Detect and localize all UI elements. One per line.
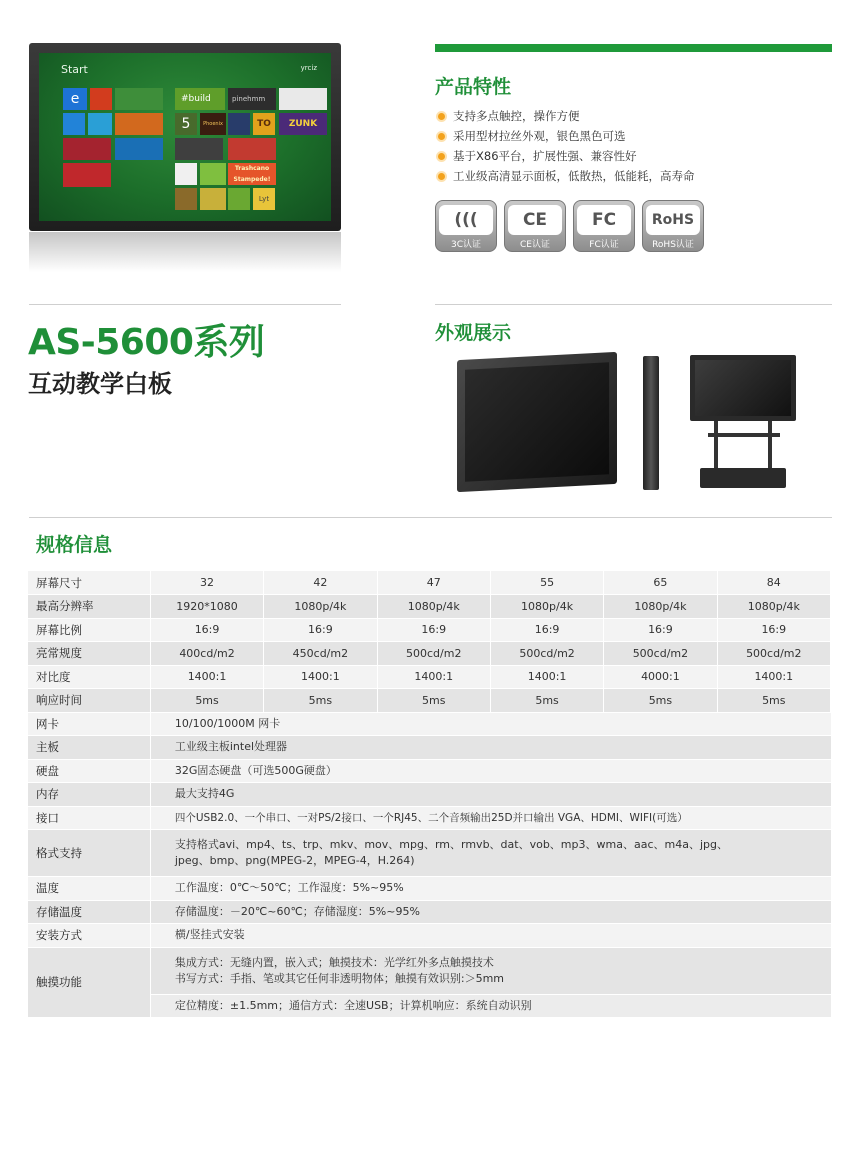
tile-game-d bbox=[228, 188, 250, 210]
stand-pole bbox=[768, 421, 772, 473]
table-row bbox=[28, 689, 831, 713]
cell: 500cd/m2 bbox=[717, 642, 830, 666]
bullet-icon bbox=[436, 171, 447, 182]
feature-text: 支持多点触控，操作方便 bbox=[453, 109, 580, 123]
table-row bbox=[28, 900, 831, 924]
cell: 1080p/4k bbox=[377, 595, 490, 619]
row-label: 亮常规度 bbox=[28, 642, 150, 666]
cert-rohs-badge bbox=[642, 200, 704, 252]
stand-shelf bbox=[708, 433, 780, 437]
row-label: 屏幕尺寸 bbox=[28, 571, 150, 595]
cell: 400cd/m2 bbox=[150, 642, 263, 666]
cell: 工业级主板intel处理器 bbox=[150, 736, 830, 760]
cell-line: jpeg、bmp、png(MPEG-2，MPEG-4，H.264) bbox=[174, 854, 415, 867]
cell: 16:9 bbox=[377, 618, 490, 642]
cell: 最大支持4G bbox=[150, 783, 830, 807]
product-front-image bbox=[457, 352, 617, 492]
cell: 16:9 bbox=[490, 618, 603, 642]
cell: 1080p/4k bbox=[264, 595, 377, 619]
row-label: 屏幕比例 bbox=[28, 618, 150, 642]
bullet-icon bbox=[436, 151, 447, 162]
divider bbox=[435, 304, 832, 305]
cell-line: 支持格式avi、mp4、ts、trp、mkv、mov、mpg、rm、rmvb、dat、vob、mp3、wma、aac、m4a、jpg、 bbox=[174, 838, 728, 851]
certification-badges bbox=[435, 200, 704, 252]
table-row bbox=[28, 924, 831, 948]
tile-stampede: Trashcano Stampede! bbox=[228, 163, 276, 185]
row-label: 硬盘 bbox=[28, 759, 150, 783]
tile-blue bbox=[63, 113, 85, 135]
cert-ce-badge bbox=[504, 200, 566, 252]
row-label: 主板 bbox=[28, 736, 150, 760]
feature-item bbox=[436, 106, 695, 126]
cell-line: 书写方式：手指、笔或其它任何非透明物体；触摸有效识别:＞5mm bbox=[174, 971, 505, 985]
divider bbox=[29, 304, 341, 305]
hero-monitor-image bbox=[29, 43, 341, 231]
cell: 1080p/4k bbox=[717, 595, 830, 619]
cell: 1080p/4k bbox=[490, 595, 603, 619]
table-row bbox=[28, 642, 831, 666]
cell: 16:9 bbox=[604, 618, 717, 642]
appearance-title: 外观展示 bbox=[435, 322, 512, 344]
user-label: yrciz bbox=[300, 64, 317, 72]
cert-rohs-icon: RoHS bbox=[646, 205, 700, 235]
stand-pole bbox=[714, 421, 718, 473]
cell: 5ms bbox=[377, 689, 490, 713]
feature-item bbox=[436, 126, 695, 146]
row-label: 响应时间 bbox=[28, 689, 150, 713]
tile-car bbox=[175, 138, 223, 160]
row-label: 最高分辨率 bbox=[28, 595, 150, 619]
cert-3c-icon: ((( bbox=[439, 205, 493, 235]
tile-web bbox=[115, 138, 163, 160]
monitor-screen bbox=[39, 53, 331, 221]
cell: 16:9 bbox=[264, 618, 377, 642]
product-name: 互动教学白板 bbox=[28, 370, 172, 398]
cell: 47 bbox=[377, 571, 490, 595]
cell: 5ms bbox=[717, 689, 830, 713]
monitor-reflection bbox=[29, 232, 341, 272]
divider bbox=[29, 517, 832, 518]
cell: 1080p/4k bbox=[604, 595, 717, 619]
product-model: AS-5600系列 bbox=[28, 322, 265, 363]
cell: 5ms bbox=[490, 689, 603, 713]
tile-pinehmm: pinehmm bbox=[228, 88, 276, 110]
row-label: 接口 bbox=[28, 806, 150, 830]
cell: 1400:1 bbox=[264, 665, 377, 689]
tile-lyt: Lyt bbox=[253, 188, 275, 210]
feature-text: 工业级高清显示面板，低散热，低能耗，高寿命 bbox=[453, 169, 695, 183]
row-label: 触摸功能 bbox=[28, 947, 150, 1018]
cell: 5ms bbox=[264, 689, 377, 713]
tile-music bbox=[63, 163, 111, 187]
feature-item bbox=[436, 166, 695, 186]
tile-build: #build bbox=[175, 88, 225, 110]
cert-caption: CE认证 bbox=[520, 240, 550, 250]
tile-maps bbox=[115, 88, 163, 110]
tile-red bbox=[228, 138, 276, 160]
accent-bar bbox=[435, 44, 832, 52]
row-label: 格式支持 bbox=[28, 830, 150, 877]
table-row bbox=[28, 665, 831, 689]
cell: 55 bbox=[490, 571, 603, 595]
cell: 450cd/m2 bbox=[264, 642, 377, 666]
tile-rss bbox=[115, 113, 163, 135]
cell: 定位精度：±1.5mm；通信方式：全速USB；计算机响应：系统自动识别 bbox=[150, 994, 830, 1018]
tile-mofeo bbox=[200, 163, 226, 185]
tile-office bbox=[90, 88, 112, 110]
tile-news bbox=[279, 88, 327, 110]
cell: 横/竖挂式安装 bbox=[150, 924, 830, 948]
cell: 四个USB2.0、一个串口、一对PS/2接口、一个RJ45、二个音频输出25D并口输出 VGA、HDMI、WIFI(可选） bbox=[150, 806, 830, 830]
table-row bbox=[28, 806, 831, 830]
cell: 10/100/1000M 网卡 bbox=[150, 712, 830, 736]
feature-text: 采用型材拉丝外观，银色黑色可选 bbox=[453, 129, 626, 143]
table-row bbox=[28, 712, 831, 736]
tile-game-a bbox=[228, 113, 250, 135]
table-row bbox=[28, 759, 831, 783]
cert-fc-icon: FC bbox=[577, 205, 631, 235]
cell: 1400:1 bbox=[150, 665, 263, 689]
tile-li bbox=[175, 163, 197, 185]
cell: 65 bbox=[604, 571, 717, 595]
tile-settings bbox=[88, 113, 112, 135]
table-row bbox=[28, 830, 831, 877]
tile-people bbox=[63, 138, 111, 160]
cell: 32G固态硬盘（可选500G硬盘） bbox=[150, 759, 830, 783]
cell: 16:9 bbox=[150, 618, 263, 642]
tile-five: 5 bbox=[175, 113, 197, 135]
tile-game-c bbox=[200, 188, 226, 210]
cert-caption: RoHS认证 bbox=[652, 240, 694, 250]
cell: 16:9 bbox=[717, 618, 830, 642]
spec-table bbox=[28, 571, 831, 1018]
cell: 1400:1 bbox=[490, 665, 603, 689]
product-side-image bbox=[643, 356, 659, 490]
table-row bbox=[28, 618, 831, 642]
row-label: 存储温度 bbox=[28, 900, 150, 924]
table-row bbox=[28, 783, 831, 807]
cell: 存储温度：－20℃~60℃；存储湿度：5%~95% bbox=[150, 900, 830, 924]
product-stand-image bbox=[690, 355, 796, 421]
feature-list bbox=[436, 106, 695, 186]
feature-text: 基于X86平台，扩展性强、兼容性好 bbox=[453, 149, 637, 163]
cell-line: 集成方式：无缝内置，嵌入式；触摸技术：光学红外多点触摸技术 bbox=[174, 955, 494, 969]
tile-ie: e bbox=[63, 88, 87, 110]
tile-game-b bbox=[175, 188, 197, 210]
cert-caption: FC认证 bbox=[589, 240, 619, 250]
tile-phoenix: Phoenix bbox=[200, 113, 226, 135]
cell: 1400:1 bbox=[717, 665, 830, 689]
cell: 工作温度：0℃～50℃；工作湿度：5%~95% bbox=[150, 877, 830, 901]
tile-to: TO bbox=[253, 113, 275, 135]
cell: 5ms bbox=[150, 689, 263, 713]
bullet-icon bbox=[436, 111, 447, 122]
start-label: Start bbox=[61, 63, 88, 76]
table-row bbox=[28, 736, 831, 760]
row-label: 温度 bbox=[28, 877, 150, 901]
cert-caption: 3C认证 bbox=[450, 240, 481, 250]
table-row bbox=[28, 595, 831, 619]
cert-fc-badge bbox=[573, 200, 635, 252]
cell: 1920*1080 bbox=[150, 595, 263, 619]
cell: 500cd/m2 bbox=[377, 642, 490, 666]
tile-zunk: ZUNK bbox=[279, 113, 327, 135]
table-row bbox=[28, 947, 831, 994]
feature-item bbox=[436, 146, 695, 166]
table-row bbox=[28, 571, 831, 595]
row-label: 网卡 bbox=[28, 712, 150, 736]
tv-panel bbox=[465, 362, 609, 482]
cell bbox=[150, 830, 830, 877]
row-label: 对比度 bbox=[28, 665, 150, 689]
cell: 5ms bbox=[604, 689, 717, 713]
specs-title: 规格信息 bbox=[36, 534, 113, 556]
cell: 42 bbox=[264, 571, 377, 595]
cert-3c-badge bbox=[435, 200, 497, 252]
table-row bbox=[28, 877, 831, 901]
cell: 4000:1 bbox=[604, 665, 717, 689]
bullet-icon bbox=[436, 131, 447, 142]
cell: 84 bbox=[717, 571, 830, 595]
cell: 32 bbox=[150, 571, 263, 595]
cell: 1400:1 bbox=[377, 665, 490, 689]
features-title: 产品特性 bbox=[435, 76, 512, 98]
row-label: 内存 bbox=[28, 783, 150, 807]
tv-panel bbox=[695, 360, 791, 416]
cell bbox=[150, 947, 830, 994]
cert-ce-icon: CE bbox=[508, 205, 562, 235]
cell: 500cd/m2 bbox=[604, 642, 717, 666]
row-label: 安装方式 bbox=[28, 924, 150, 948]
cell: 500cd/m2 bbox=[490, 642, 603, 666]
stand-base bbox=[700, 468, 786, 488]
